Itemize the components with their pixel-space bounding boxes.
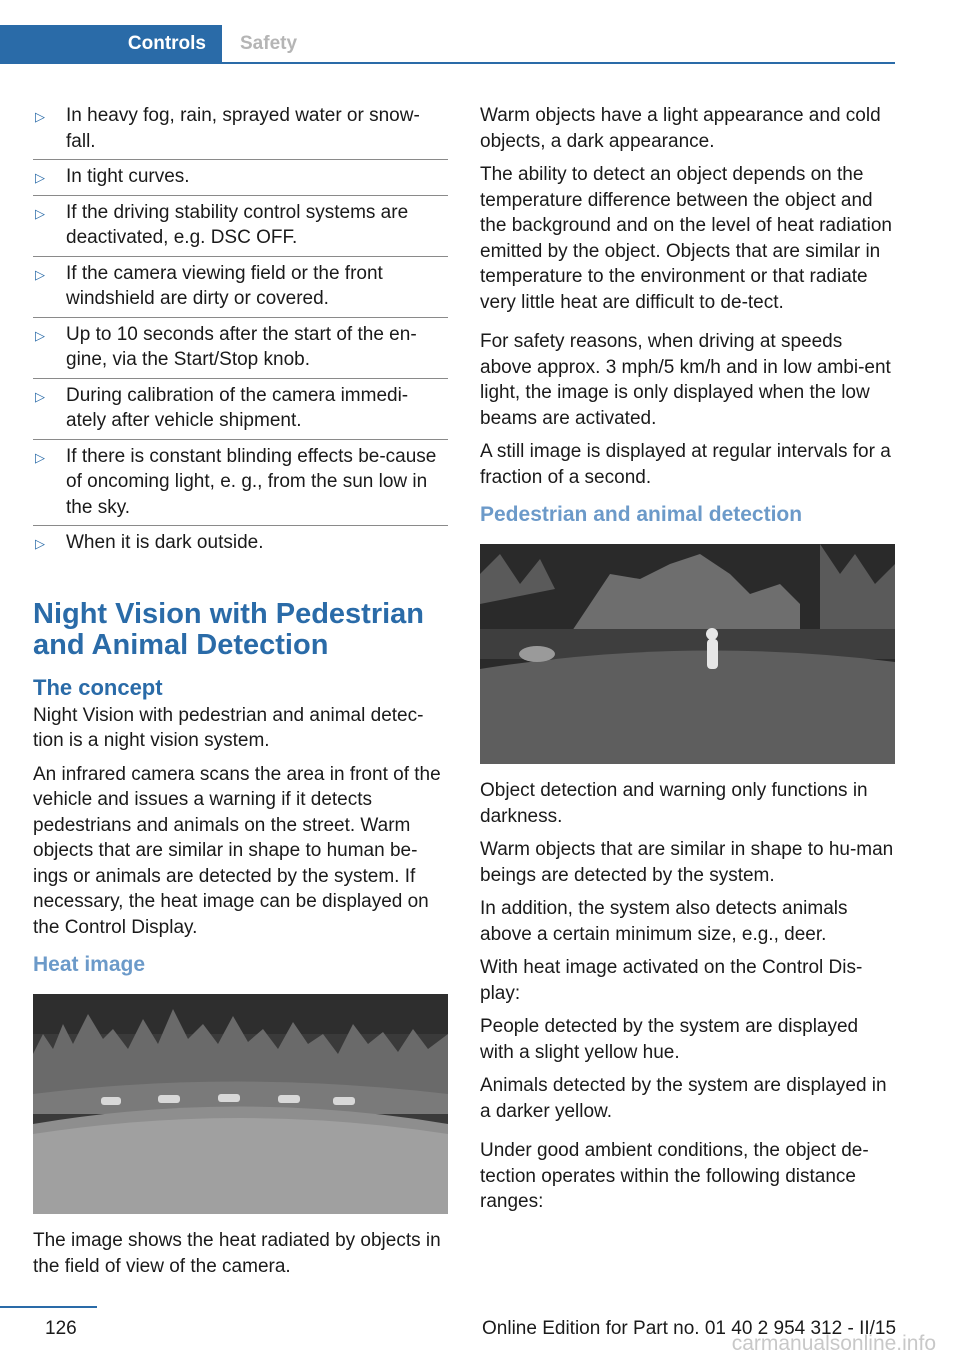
triangle-bullet-icon: ▷: [35, 109, 45, 124]
tab-safety[interactable]: Safety: [240, 33, 298, 54]
body-paragraph: Warm objects that are similar in shape to hu-man beings are detected by the system.: [480, 839, 894, 886]
triangle-bullet-icon: ▷: [35, 449, 45, 465]
triangle-bullet-icon: ▷: [35, 205, 45, 221]
body-paragraph: The ability to detect an object depends on the temperature difference between the object and the background and on the level of heat radiation emitted by the object. Objects that are similar in temperature to the environment or that radiate very little heat are difficult to de-tect.: [480, 164, 892, 313]
list-item: ▷ If there is constant blinding effects be-cause of oncoming light, e. g., from the sun low in the sky.: [33, 444, 448, 527]
page-number: 126: [45, 1318, 77, 1339]
body-paragraph: For safety reasons, when driving at speeds above approx. 3 mph/5 km/h and in low ambi-ent light, the image is only displayed when the low beams are activated.: [480, 331, 891, 429]
heat-image-heading: Heat image: [33, 953, 146, 976]
right-column: [480, 103, 895, 1223]
concept-heading: The concept: [33, 674, 163, 700]
condition-list: [33, 103, 448, 561]
heat-image-caption: The image shows the heat radiated by objects in the field of view of the camera.: [33, 1230, 441, 1277]
triangle-bullet-icon: ▷: [35, 536, 45, 551]
triangle-bullet-icon: ▷: [35, 388, 45, 404]
body-paragraph: People detected by the system are displayed with a slight yellow hue.: [480, 1016, 859, 1063]
list-item: ▷ In heavy fog, rain, sprayed water or snow-fall.: [33, 103, 448, 160]
concept-paragraph: Night Vision with pedestrian and animal detec-tion is a night vision system.: [33, 704, 424, 751]
triangle-bullet-icon: ▷: [35, 327, 45, 343]
body-paragraph: Warm objects have a light appearance and cold objects, a dark appearance.: [480, 105, 881, 152]
list-item: ▷ Up to 10 seconds after the start of the en-gine, via the Start/Stop knob.: [33, 322, 448, 379]
list-item: ▷ If the camera viewing field or the front windshield are dirty or covered.: [33, 261, 448, 318]
heat-image-figure: [33, 994, 448, 1214]
concept-paragraph: An infrared camera scans the area in front of the vehicle and issues a warning if it detects pedestrians and animals on the street. Warm objects that are similar in shape to human be-ings or animals are detected by the system. If necessary, the heat image can be displayed on the Control Display.: [33, 763, 441, 938]
triangle-bullet-icon: ▷: [35, 170, 45, 185]
list-item: ▷ When it is dark outside.: [33, 530, 448, 561]
body-paragraph: A still image is displayed at regular intervals for a fraction of a second.: [480, 441, 891, 488]
body-paragraph: Object detection and warning only functions in darkness.: [480, 780, 868, 827]
edition-note: Online Edition for Part no. 01 40 2 954 312 - II/15: [482, 1318, 897, 1339]
footer-rule: [0, 1306, 97, 1308]
pedestrian-detection-heading: Pedestrian and animal detection: [480, 503, 803, 526]
pedestrian-image-figure: [480, 544, 895, 764]
list-item: ▷ If the driving stability control systems are deactivated, e.g. DSC OFF.: [33, 200, 448, 257]
list-item: ▷ During calibration of the camera immedi-ately after vehicle shipment.: [33, 383, 448, 440]
chapter-tabs: [0, 25, 895, 64]
tab-controls[interactable]: Controls: [0, 25, 222, 62]
section-title: Night Vision with Pedestrian and Animal Detection: [33, 597, 425, 661]
watermark: carmanualsonline.info: [731, 1332, 936, 1355]
body-paragraph: In addition, the system also detects animals above a certain minimum size, e.g., deer.: [480, 898, 848, 945]
list-item: ▷ In tight curves.: [33, 164, 448, 196]
triangle-bullet-icon: ▷: [35, 266, 45, 282]
left-column: [33, 103, 448, 1287]
body-paragraph: With heat image activated on the Control Dis-play:: [480, 957, 863, 1004]
body-paragraph: Animals detected by the system are displayed in a darker yellow.: [480, 1075, 887, 1122]
body-paragraph: Under good ambient conditions, the object de-tection operates within the following distance ranges:: [480, 1140, 869, 1212]
